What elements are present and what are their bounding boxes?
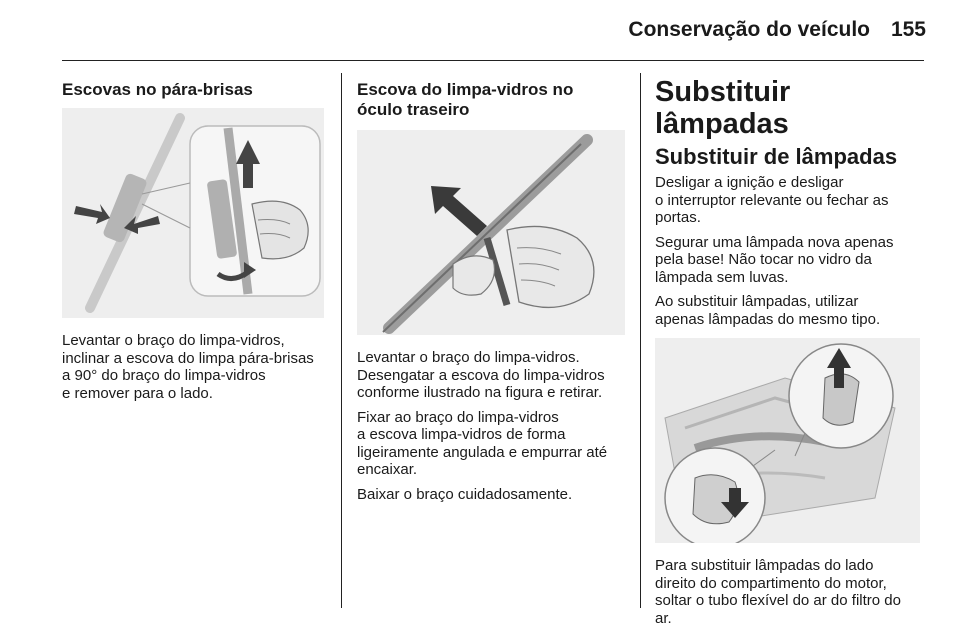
paragraph: Ao substituir lâmpadas, utilizar apenas lâmpadas do mesmo tipo. — [655, 293, 881, 328]
column-windshield-wipers — [62, 76, 327, 409]
page-number: 155 — [890, 18, 926, 41]
rear-wiper-text — [357, 349, 627, 503]
column-divider-1 — [341, 73, 342, 608]
rear-wiper-illustration — [357, 130, 625, 335]
engine-compartment-illustration — [655, 338, 920, 543]
paragraph: Levantar o braço do limpa-vidros. Desengatar a escova do limpa-vidros conforme ilustrado na figura e retirar. — [357, 349, 605, 401]
wiper-removal-illustration — [62, 108, 324, 318]
column-replace-bulbs — [655, 76, 925, 634]
column-divider-2 — [640, 73, 641, 608]
section-heading-replace-bulbs: Substituir de lâmpadas — [655, 144, 898, 169]
paragraph: Desligar a ignição e desligar o interruptor relevante ou fechar as portas. — [655, 174, 889, 226]
section-heading-windshield-wipers: Escovas no pára-brisas — [62, 80, 253, 99]
section-heading-rear-wiper: Escova do limpa-vidros no óculo traseiro — [357, 80, 574, 119]
windshield-wiper-text — [62, 332, 327, 402]
header-rule — [62, 60, 924, 61]
paragraph: Segurar uma lâmpada nova apenas pela base! Não tocar no vidro da lâmpada sem luvas. — [655, 233, 894, 286]
replace-bulbs-text-continued — [655, 557, 925, 627]
paragraph: Levantar o braço do limpa-vidros, inclinar a escova do limpa pára-brisas a 90° do braço do limpa-vidros e remover para o lado. — [62, 332, 314, 402]
paragraph: Baixar o braço cuidadosamente. — [357, 485, 573, 503]
running-header-title: Conservação do veículo — [628, 18, 870, 41]
paragraph: Para substituir lâmpadas do lado direito do compartimento do motor, soltar o tubo flexível do ar do filtro do ar. — [655, 557, 901, 627]
column-rear-wiper — [357, 76, 627, 510]
replace-bulbs-text — [655, 174, 925, 328]
paragraph: Fixar ao braço do limpa-vidros a escova limpa-vidros de forma ligeiramente angulada e empurrar até encaixar. — [357, 408, 608, 478]
chapter-title: Substituir lâmpadas — [655, 76, 791, 140]
